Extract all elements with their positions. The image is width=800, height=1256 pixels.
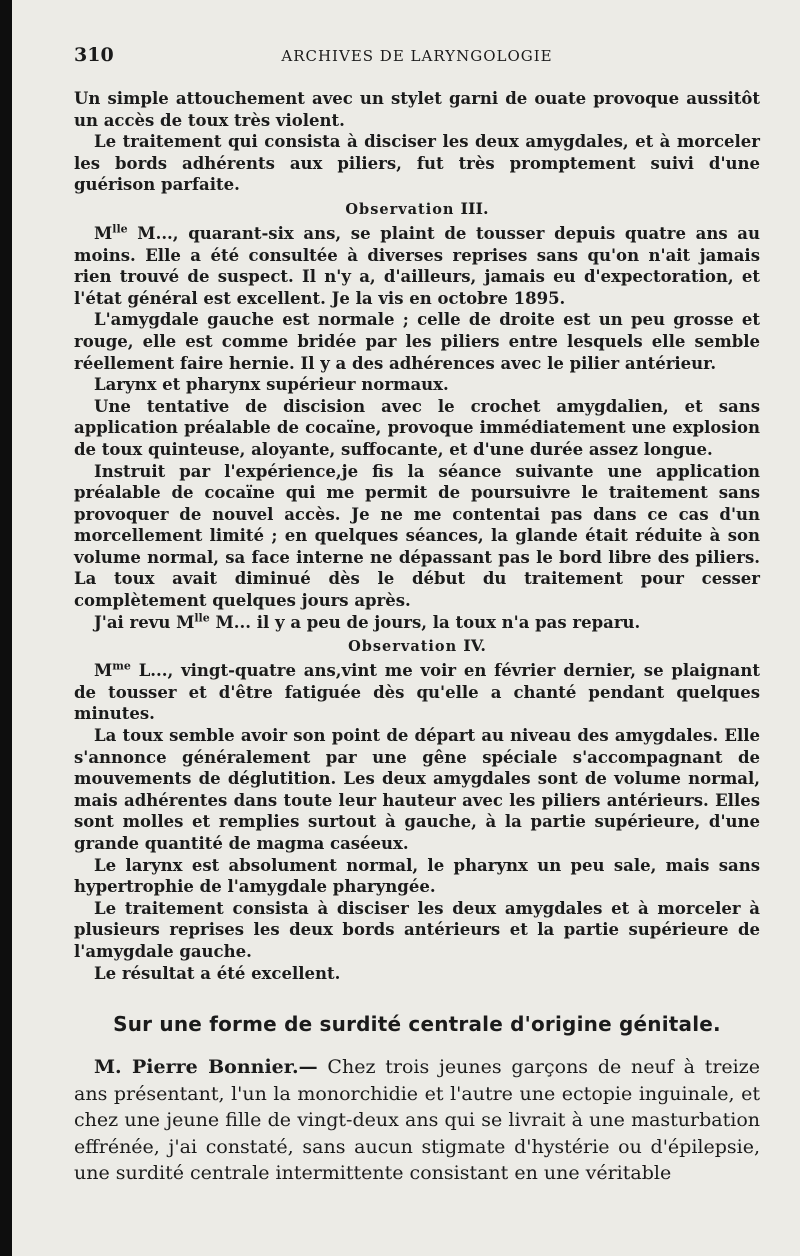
paragraph <box>74 223 760 309</box>
page-header <box>74 44 760 76</box>
paragraph: Le résultat a été excellent. <box>94 963 341 983</box>
running-title: ARCHIVES DE LARYNGOLOGIE <box>281 47 553 65</box>
section-title: Sur une forme de surdité centrale d'origine génitale. <box>113 1012 721 1037</box>
honorific-sup: lle <box>112 222 128 236</box>
honorific: M <box>94 661 113 681</box>
paragraph: Larynx et pharynx supérieur normaux. <box>94 375 449 395</box>
paragraph-text: L..., vingt-quatre ans,vint me voir en février dernier, se plaignant de tousser et d'être fatiguée dès qu'elle a chanté pendant quelques minutes. <box>74 661 760 724</box>
paragraph <box>74 1054 760 1187</box>
paragraph: Le traitement consista à disciser les deux amygdales et à morceler à plusieurs reprises les deux bords antérieurs et la partie supérieure de l'amygdale gauche. <box>74 898 760 961</box>
paragraph: La toux semble avoir son point de départ au niveau des amygdales. Elle s'annonce généralement par une gêne spéciale s'accompagnant de mouvements de déglutition. Les deux amygdales sont de volume normal, mais adhérentes dans toute leur hauteur avec les piliers antérieurs. Elles sont molles et remplies surtout à gauche, à la partie supérieure, d'une grande quantité de magma caséeux. <box>74 726 760 853</box>
article-body <box>74 1054 760 1187</box>
paragraph: Le traitement qui consista à disciser les deux amygdales, et à morceler les bords adhérents aux piliers, fut très promptement suivi d'une guérison parfaite. <box>74 132 760 195</box>
honorific: M <box>94 223 113 243</box>
paragraph-text: J'ai revu M <box>94 612 195 632</box>
paragraph-text: M... il y a peu de jours, la toux n'a pas reparu. <box>209 612 641 632</box>
paragraph-text: M..., quarant-six ans, se plaint de tousser depuis quatre ans au moins. Elle a été consultée à diverses reprises sans qu'on n'ait jamais rien trouvé de suspect. Il n'y a, d'ailleurs, jamais eu d'expectoration, et l'état général est excellent. Je la vis en octobre 1895. <box>74 223 760 308</box>
observation-label: Observation <box>348 638 458 656</box>
paragraph <box>74 660 760 725</box>
author-name: M. Pierre Bonnier.— <box>94 1056 318 1079</box>
paragraph: Une tentative de discision avec le crochet amygdalien, et sans application préalable de cocaïne, provoque immédiatement une explosion de toux quinteuse, aloyante, suffocante, et d'une durée assez longue. <box>74 396 760 459</box>
observation-label: Observation <box>345 200 455 218</box>
page-number: 310 <box>74 44 114 66</box>
paragraph <box>74 612 760 634</box>
observation-number: IV. <box>463 636 486 656</box>
observation-heading <box>74 635 760 658</box>
honorific-sup: lle <box>194 611 210 625</box>
paragraph-text: Chez trois jeunes garçons de neuf à treize ans présentant, l'un la monorchidie et l'autre une ectopie inguinale, et chez une jeune fille de vingt-deux ans qui se livrait à une masturbation effrénée, j'ai constaté, sans aucun stigmate d'hystérie ou d'épilepsie, une surdité centrale intermittente consistant en une véritable <box>74 1056 761 1185</box>
paragraph: L'amygdale gauche est normale ; celle de droite est un peu grosse et rouge, elle est comme bridée par les piliers entre lesquels elle semble réellement faire hernie. Il y a des adhérences avec le pilier antérieur. <box>74 310 760 373</box>
paragraph: Instruit par l'expérience,je fis la séance suivante une application préalable de cocaïne qui me permit de poursuivre le traitement sans provoquer de nouvel accès. Je ne me contentai pas dans ce cas d'un morcellement limité ; en quelques séances, la glande était réduite à son volume normal, sa face interne ne dépassant pas le bord libre des piliers. La toux avait diminué dès le début du traitement pour cesser complètement quelques jours après. <box>74 461 760 611</box>
paragraph: Un simple attouchement avec un stylet garni de ouate provoque aussitôt un accès de toux très violent. <box>74 89 760 130</box>
observation-number: III. <box>460 198 489 218</box>
honorific-sup: me <box>112 659 131 673</box>
observation-heading <box>74 198 760 221</box>
paragraph: Le larynx est absolument normal, le pharynx un peu sale, mais sans hypertrophie de l'amygdale pharyngée. <box>74 855 760 897</box>
book-page <box>12 0 800 1256</box>
